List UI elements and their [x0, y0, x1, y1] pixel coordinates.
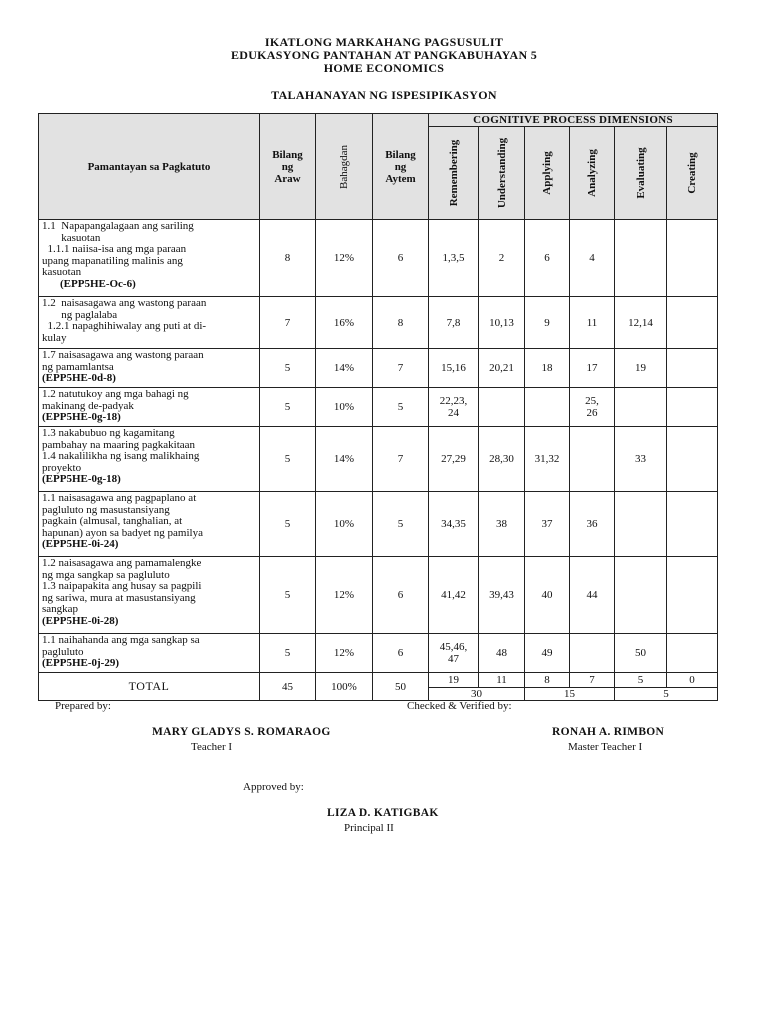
table-row — [39, 297, 718, 349]
days-header — [260, 114, 316, 220]
table-row — [39, 634, 718, 673]
analyzing-cell: 25, 26 — [570, 388, 615, 427]
total-analyzing: 7 — [570, 673, 615, 688]
items-header-word1: Bilang — [385, 148, 416, 161]
table-title: TALAHANAYAN NG ISPESIPIKASYON — [271, 88, 497, 102]
items-header-word3: Aytem — [385, 172, 416, 185]
applying-cell: 40 — [525, 557, 570, 634]
analyzing-cell — [570, 634, 615, 673]
competency-line: pambahay na maaring pagkakitaan — [42, 438, 196, 451]
total-applying: 8 — [525, 673, 570, 688]
creating-cell — [667, 427, 718, 492]
total-understanding: 11 — [479, 673, 525, 688]
understanding-cell: 48 — [479, 634, 525, 673]
cpd-applying-header — [525, 127, 570, 220]
items-cell: 6 — [373, 634, 429, 673]
total-middle-order: 15 — [525, 688, 615, 701]
competency-code: (EPP5HE-0i-24) — [42, 538, 119, 550]
total-percent: 100% — [316, 673, 373, 701]
evaluating-cell: 33 — [615, 427, 667, 492]
evaluating-label: Evaluating — [634, 147, 647, 199]
table-row — [39, 388, 718, 427]
competency-header: Pamantayan sa Pagkatuto — [39, 114, 260, 220]
competency-line: 1.2 natutukoy ang mga bahagi ng — [42, 388, 189, 400]
percent-cell: 12% — [316, 220, 373, 297]
competency-cell — [39, 492, 260, 557]
checker-name: RONAH A. RIMBON — [552, 726, 665, 738]
percent-header — [316, 114, 373, 220]
days-cell: 5 — [260, 634, 316, 673]
days-header-word3: Araw — [274, 172, 301, 185]
items-cell: 5 — [373, 388, 429, 427]
competency-line: 1.1 Napapangalagaan ang sariling — [42, 220, 194, 232]
total-creating: 0 — [667, 673, 718, 688]
days-cell: 5 — [260, 492, 316, 557]
applying-label: Applying — [541, 151, 553, 195]
understanding-cell: 28,30 — [479, 427, 525, 492]
competency-line: pagluluto — [42, 645, 84, 658]
competency-cell — [39, 349, 260, 388]
total-days: 45 — [260, 673, 316, 701]
understanding-cell: 10,13 — [479, 297, 525, 349]
table-row — [39, 557, 718, 634]
competency-line: ng pamamlantsa — [42, 360, 114, 373]
analyzing-label: Analyzing — [586, 149, 598, 197]
approver-title: Principal II — [344, 822, 394, 834]
specification-table — [38, 113, 718, 701]
remembering-cell: 22,23, 24 — [429, 388, 479, 427]
creating-cell — [667, 557, 718, 634]
items-cell: 8 — [373, 297, 429, 349]
remembering-cell: 45,46, 47 — [429, 634, 479, 673]
creating-cell — [667, 297, 718, 349]
days-cell: 5 — [260, 349, 316, 388]
exam-title: IKATLONG MARKAHANG PAGSUSULIT — [264, 35, 504, 49]
percent-cell: 10% — [316, 492, 373, 557]
competency-line: 1.3 nakabubuo ng kagamitang — [42, 427, 175, 439]
total-label: TOTAL — [39, 673, 260, 701]
cpd-remembering-header — [429, 127, 479, 220]
table-row — [39, 492, 718, 557]
competency-line: makinang de-padyak — [42, 399, 134, 412]
analyzing-cell: 44 — [570, 557, 615, 634]
understanding-label: Understanding — [495, 137, 508, 209]
competency-line: 1.3 naipapakita ang husay sa pagpili — [42, 580, 202, 592]
days-cell: 8 — [260, 220, 316, 297]
creating-cell — [667, 220, 718, 297]
competency-line: 1.4 nakalilikha ng isang malikhaing — [42, 450, 200, 462]
percent-cell: 10% — [316, 388, 373, 427]
items-header-word2: ng — [394, 160, 407, 173]
competency-code: (EPP5HE-0g-18) — [42, 473, 121, 485]
approved-by-label: Approved by: — [243, 781, 304, 793]
preparer-title: Teacher I — [191, 741, 233, 753]
remembering-label: Remembering — [447, 139, 460, 207]
items-cell: 6 — [373, 557, 429, 634]
component-title: HOME ECONOMICS — [323, 61, 445, 75]
competency-line: ng sariwa, mura at masustansiyang — [42, 591, 196, 604]
creating-cell — [667, 388, 718, 427]
creating-cell — [667, 492, 718, 557]
cpd-creating-header — [667, 127, 718, 220]
competency-line: kasuotan — [42, 231, 101, 244]
competency-cell — [39, 388, 260, 427]
competency-cell — [39, 634, 260, 673]
prepared-by-label: Prepared by: — [55, 700, 111, 712]
competency-line: kulay — [42, 331, 67, 344]
evaluating-cell — [615, 220, 667, 297]
remembering-cell: 1,3,5 — [429, 220, 479, 297]
days-header-word2: ng — [281, 160, 294, 173]
table-row — [39, 220, 718, 297]
days-cell: 5 — [260, 557, 316, 634]
applying-cell: 37 — [525, 492, 570, 557]
creating-cell — [667, 634, 718, 673]
items-cell: 6 — [373, 220, 429, 297]
applying-cell: 18 — [525, 349, 570, 388]
total-higher-order: 5 — [615, 688, 718, 701]
items-cell: 7 — [373, 427, 429, 492]
applying-cell: 6 — [525, 220, 570, 297]
applying-cell: 31,32 — [525, 427, 570, 492]
applying-cell: 9 — [525, 297, 570, 349]
competency-line: 1.1 naihahanda ang mga sangkap sa — [42, 634, 200, 646]
competency-code: (EPP5HE-Oc-6) — [60, 277, 136, 290]
percent-cell: 16% — [316, 297, 373, 349]
creating-label: Creating — [686, 152, 698, 194]
competency-line: sangkap — [42, 603, 79, 615]
analyzing-cell: 17 — [570, 349, 615, 388]
total-remembering: 19 — [429, 673, 479, 688]
competency-cell — [39, 297, 260, 349]
competency-line: proyekto — [42, 461, 82, 474]
understanding-cell: 2 — [479, 220, 525, 297]
percent-cell: 12% — [316, 634, 373, 673]
table-row — [39, 427, 718, 492]
competency-line: 1.2.1 napaghihiwalay ang puti at di- — [42, 320, 207, 332]
percent-header-label: Bahagdan — [338, 144, 350, 189]
days-header-word1: Bilang — [272, 148, 303, 161]
competency-cell — [39, 427, 260, 492]
cpd-header: COGNITIVE PROCESS DIMENSIONS — [429, 114, 718, 127]
competency-line: 1.2 naisasagawa ang wastong paraan — [42, 297, 207, 309]
evaluating-cell — [615, 388, 667, 427]
preparer-name: MARY GLADYS S. ROMARAOG — [152, 726, 331, 738]
competency-line: 1.1.1 naiisa-isa ang mga paraan — [42, 243, 187, 255]
competency-code: (EPP5HE-0d-8) — [42, 372, 116, 384]
understanding-cell — [479, 388, 525, 427]
approver-name: LIZA D. KATIGBAK — [327, 807, 439, 819]
total-lower-order: 30 — [429, 688, 525, 701]
competency-line: kasuotan — [42, 266, 82, 278]
checked-by-label: Checked & Verified by: — [407, 700, 512, 712]
days-cell: 5 — [260, 427, 316, 492]
total-items: 50 — [373, 673, 429, 701]
evaluating-cell: 19 — [615, 349, 667, 388]
analyzing-cell: 4 — [570, 220, 615, 297]
days-cell: 7 — [260, 297, 316, 349]
percent-cell: 14% — [316, 427, 373, 492]
evaluating-cell: 50 — [615, 634, 667, 673]
competency-code: (EPP5HE-0j-29) — [42, 657, 119, 669]
competency-code: (EPP5HE-0i-28) — [42, 614, 119, 627]
competency-line: 1.1 naisasagawa ang pagpaplano at — [42, 492, 197, 504]
competency-cell — [39, 220, 260, 297]
percent-cell: 14% — [316, 349, 373, 388]
evaluating-cell: 12,14 — [615, 297, 667, 349]
checker-title: Master Teacher I — [568, 741, 643, 753]
analyzing-cell — [570, 427, 615, 492]
evaluating-cell — [615, 492, 667, 557]
items-cell: 7 — [373, 349, 429, 388]
document-header — [0, 36, 768, 75]
subject-title: EDUKASYONG PANTAHAN AT PANGKABUHAYAN 5 — [230, 48, 538, 62]
competency-line: ng mga sangkap sa pagluluto — [42, 568, 170, 581]
competency-line: 1.7 naisasagawa ang wastong paraan — [42, 349, 204, 361]
remembering-cell: 34,35 — [429, 492, 479, 557]
total-evaluating: 5 — [615, 673, 667, 688]
competency-line: upang mapanatiling malinis ang — [42, 254, 183, 267]
competency-line: pagluluto ng masustansiyang — [42, 503, 170, 516]
days-cell: 5 — [260, 388, 316, 427]
items-cell: 5 — [373, 492, 429, 557]
cpd-evaluating-header — [615, 127, 667, 220]
competency-cell — [39, 557, 260, 634]
analyzing-cell: 11 — [570, 297, 615, 349]
cpd-understanding-header — [479, 127, 525, 220]
understanding-cell: 38 — [479, 492, 525, 557]
items-header — [373, 114, 429, 220]
applying-cell: 49 — [525, 634, 570, 673]
evaluating-cell — [615, 557, 667, 634]
competency-line: ng paglalaba — [42, 308, 118, 321]
understanding-cell: 39,43 — [479, 557, 525, 634]
competency-line: pagkain (almusal, tanghalian, at — [42, 515, 183, 527]
percent-cell: 12% — [316, 557, 373, 634]
remembering-cell: 7,8 — [429, 297, 479, 349]
applying-cell — [525, 388, 570, 427]
analyzing-cell: 36 — [570, 492, 615, 557]
understanding-cell: 20,21 — [479, 349, 525, 388]
competency-line: hapunan) ayon sa badyet ng pamilya — [42, 526, 203, 539]
creating-cell — [667, 349, 718, 388]
competency-code: (EPP5HE-0g-18) — [42, 411, 121, 423]
remembering-cell: 27,29 — [429, 427, 479, 492]
table-row — [39, 349, 718, 388]
cpd-analyzing-header — [570, 127, 615, 220]
remembering-cell: 41,42 — [429, 557, 479, 634]
remembering-cell: 15,16 — [429, 349, 479, 388]
competency-line: 1.2 naisasagawa ang pamamalengke — [42, 557, 202, 569]
